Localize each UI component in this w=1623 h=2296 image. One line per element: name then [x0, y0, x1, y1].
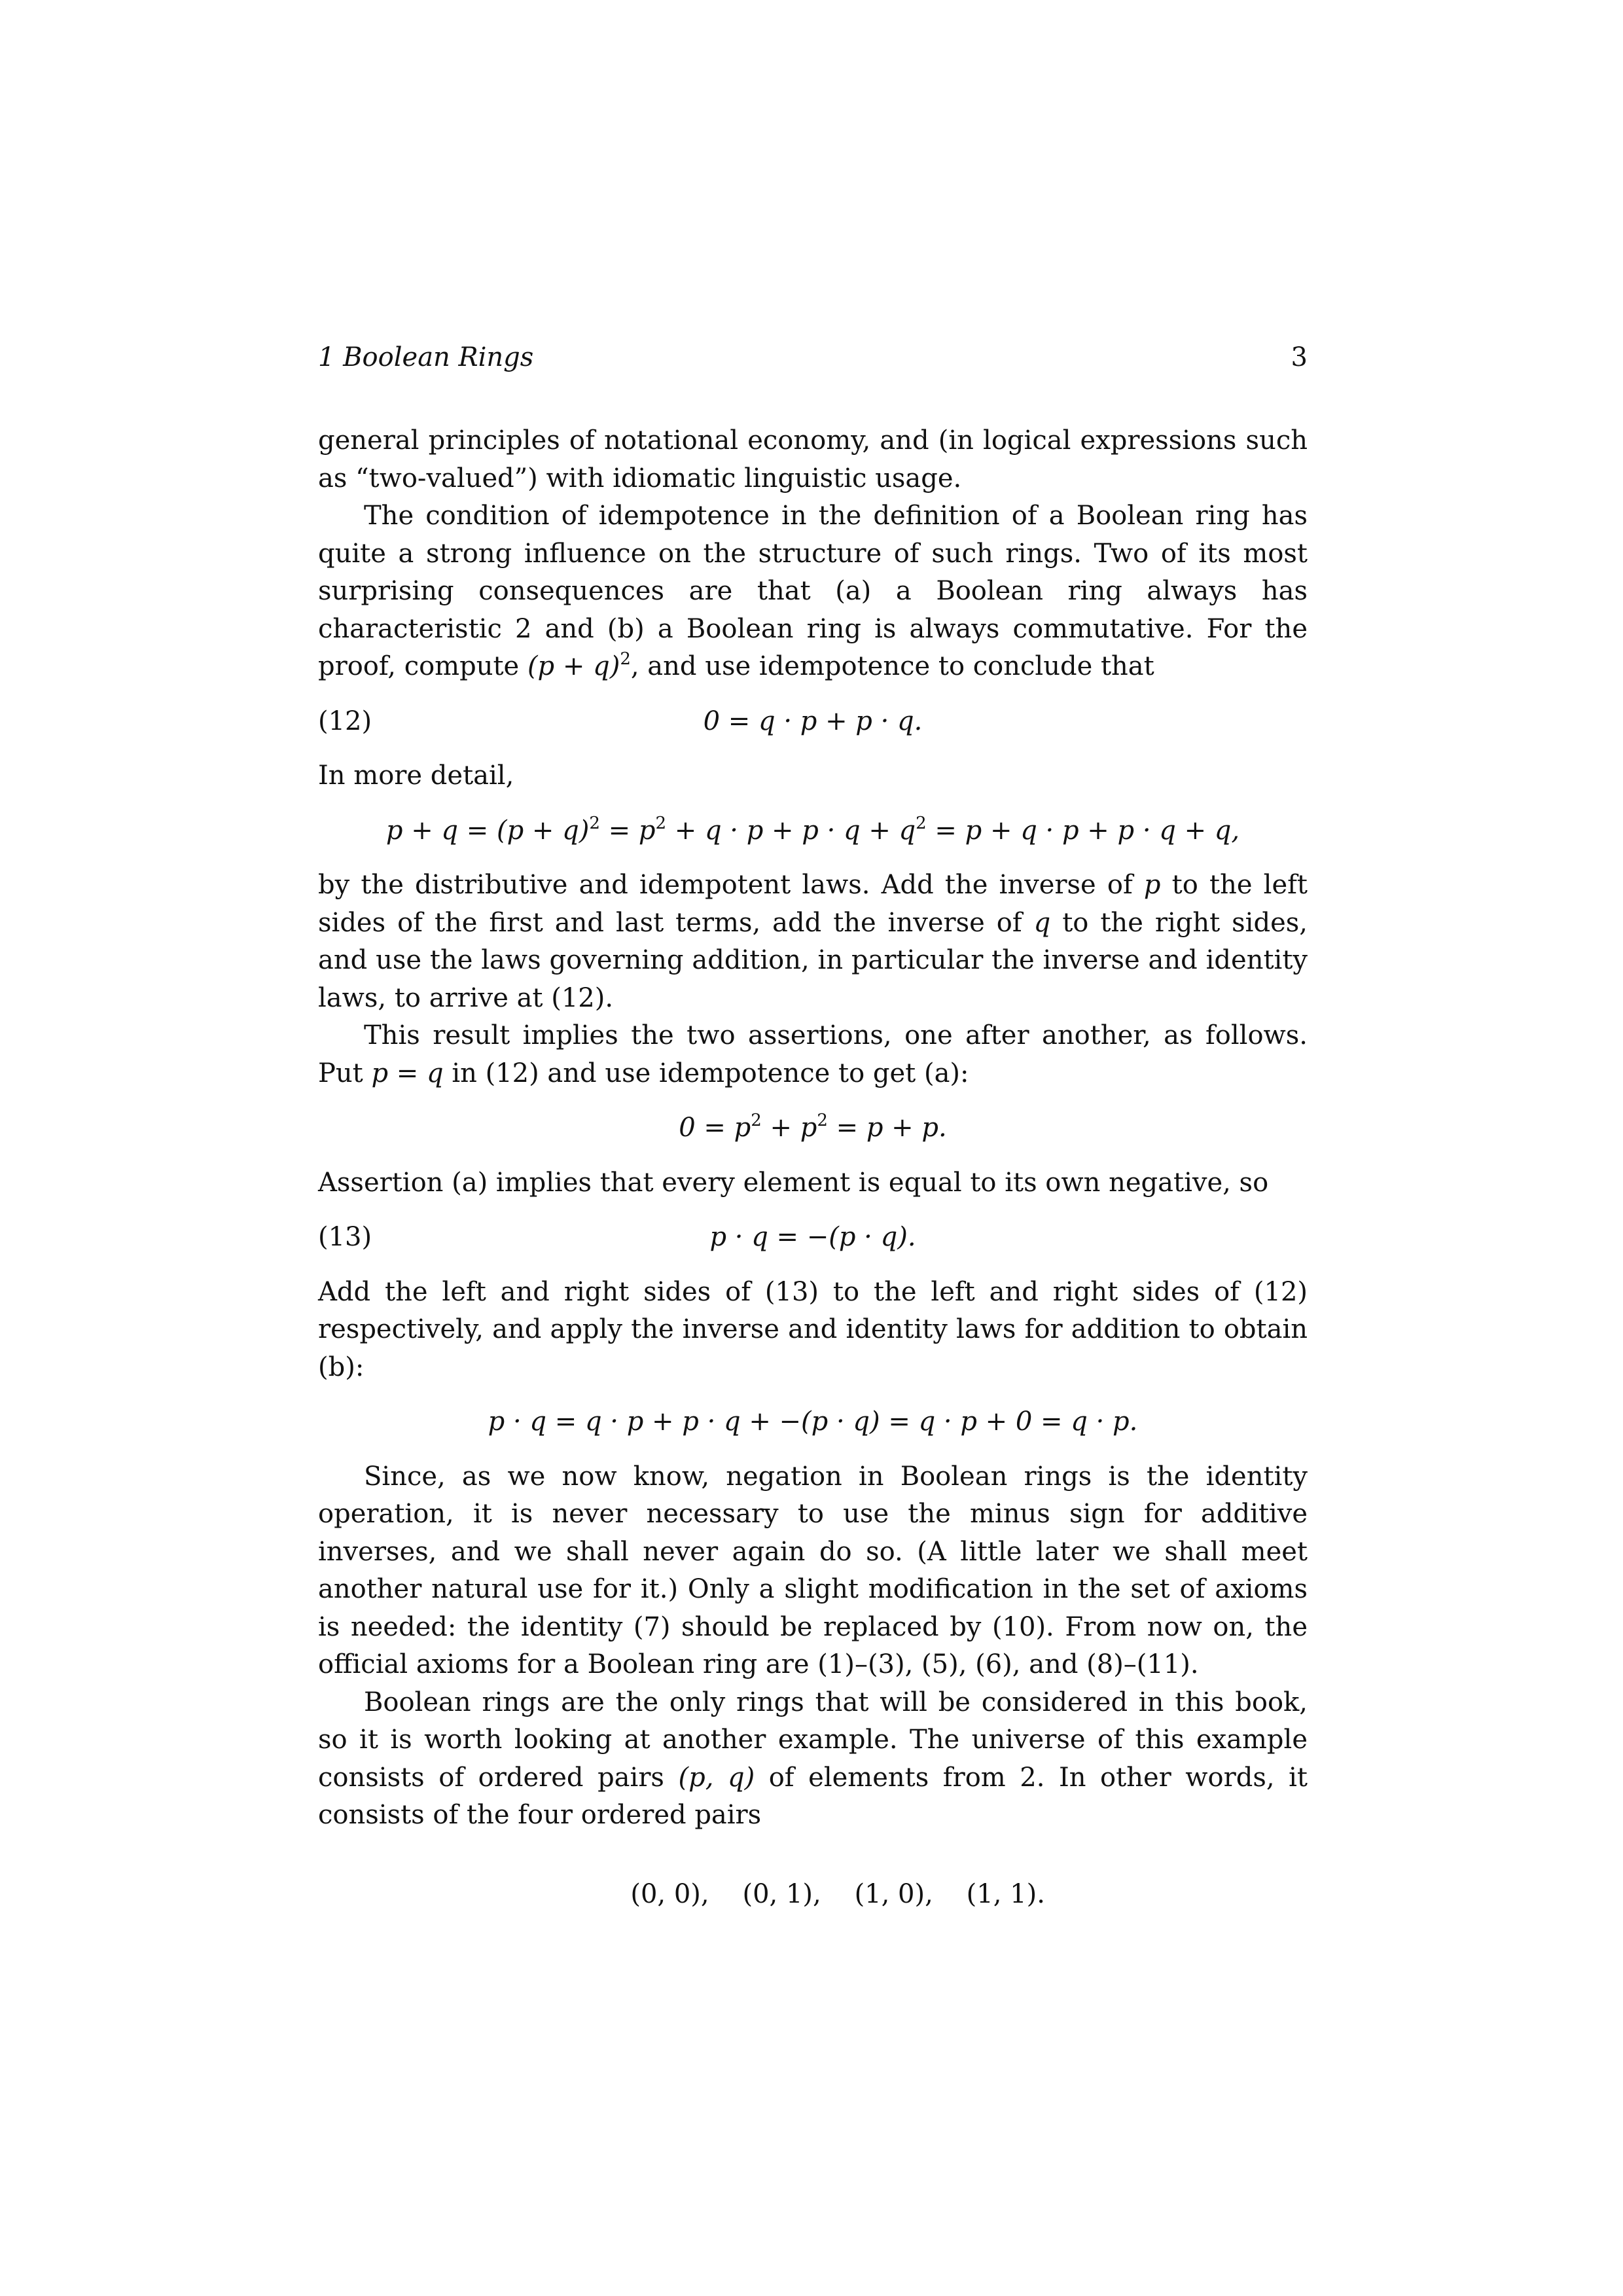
paragraph-9-math: (p, q): [678, 1762, 755, 1793]
expansion-part-3: + q · p + p · q + q: [666, 815, 916, 846]
paragraph-4-var-p: p: [1143, 870, 1161, 900]
running-head: [318, 339, 1308, 377]
paragraph-7: Add the left and right sides of (13) to the left and right sides of (12) respectively, and apply the inverse and identity laws for addition to obtain (b):: [318, 1276, 1308, 1382]
equation-13-tag: (13): [318, 1222, 372, 1252]
char-exp-2: 2: [817, 1111, 828, 1130]
paragraph-2-text-b: , and use idempotence to conclude that: [630, 651, 1154, 681]
paragraph-9: [318, 1684, 1308, 1835]
paragraph-2-exponent: 2: [620, 649, 631, 669]
char-part-3: = p + p.: [827, 1113, 947, 1143]
paragraph-5-text-a: This result implies the two assertions, one after another, as follows. Put: [318, 1020, 1308, 1088]
expansion-part-4: = p + q · p + p · q + q,: [926, 815, 1240, 846]
equation-13: [318, 1219, 1308, 1257]
paragraph-2-text-a: The condition of idempotence in the definition of a Boolean ring has quite a strong influence on the structure of such rings. Two of its most surprising consequences are that (a) a Boolean ring always has characteristic 2 and (b) a Boolean ring is always commutative. For the proof, compute: [318, 501, 1308, 681]
paragraph-2: [318, 497, 1308, 686]
paragraph-6: Assertion (a) implies that every element is equal to its own negative, so: [318, 1167, 1269, 1198]
paragraph-8: Since, as we now know, negation in Boolean rings is the identity operation, it is never necessary to use the minus sign for additive inverses, and we shall never again do so. (A little later we shall meet another natural use for it.) Only a slight modification in the set of axioms is needed: the identity (7) should be replaced by (10). From now on, the official axioms for a Boolean ring are (1)–(3), (5), (6), and (8)–(11).: [318, 1461, 1308, 1679]
char-part-2: + p: [761, 1113, 817, 1143]
page-number: 3: [1291, 342, 1308, 372]
equation-12: [318, 703, 1308, 741]
paragraph-2-math: (p + q): [527, 651, 620, 681]
paragraph-3: In more detail,: [318, 761, 514, 791]
paragraph-9-text-b: of elements from 2. In other words, it consists of the four ordered pairs: [318, 1762, 1308, 1830]
expansion-exp-2: 2: [655, 813, 666, 833]
char-exp-1: 2: [751, 1111, 762, 1130]
paragraph-4-var-q: q: [1033, 907, 1051, 938]
paragraph-4-text-a: by the distributive and idempotent laws. Add the inverse of: [318, 870, 1144, 900]
equation-12-tag: (12): [318, 706, 372, 736]
equation-characteristic: [318, 1109, 1308, 1147]
equation-expansion-body: [385, 813, 1240, 846]
expansion-part-1: p + q = (p + q): [385, 815, 590, 846]
expansion-exp-3: 2: [916, 813, 927, 833]
paragraph-4: [318, 867, 1308, 1017]
equation-ordered-pairs: [318, 1839, 1308, 1909]
equation-characteristic-body: [679, 1113, 946, 1143]
paragraph-4-text-c: to the right sides, and use the laws governing addition, in particular the inverse and identity laws, to arrive at (12).: [318, 907, 1308, 1013]
equation-commutativity: [318, 1403, 1308, 1441]
expansion-part-2: = p: [599, 815, 656, 846]
paragraph-5-math: p = q: [371, 1058, 444, 1088]
paragraph-4-text-b: to the left sides of the first and last terms, add the inverse of: [318, 870, 1308, 938]
equation-13-body: p · q = −(p · q).: [709, 1222, 916, 1252]
equation-12-body: 0 = q · p + p · q.: [703, 706, 923, 736]
paragraph-1: general principles of notational economy, and (in logical expressions such as “two-valued”) with idiomatic linguistic usage.: [318, 425, 1308, 493]
ordered-pairs-list: (0, 0), (0, 1), (1, 0), (1, 1).: [630, 1879, 1045, 1909]
body-text: [318, 422, 1308, 1909]
expansion-exp-1: 2: [589, 813, 600, 833]
paragraph-5: [318, 1017, 1308, 1092]
paragraph-5-text-b: in (12) and use idempotence to get (a):: [443, 1058, 969, 1088]
equation-commutativity-body: p · q = q · p + p · q + −(p · q) = q · p + 0 = q · p.: [488, 1407, 1138, 1437]
chapter-title: 1 Boolean Rings: [318, 342, 534, 372]
equation-expansion: [318, 812, 1308, 850]
char-part-1: 0 = p: [679, 1113, 751, 1143]
paragraph-9-text-a: Boolean rings are the only rings that will be considered in this book, so it is worth looking at another example. The universe of this example consists of ordered pairs: [318, 1687, 1308, 1793]
